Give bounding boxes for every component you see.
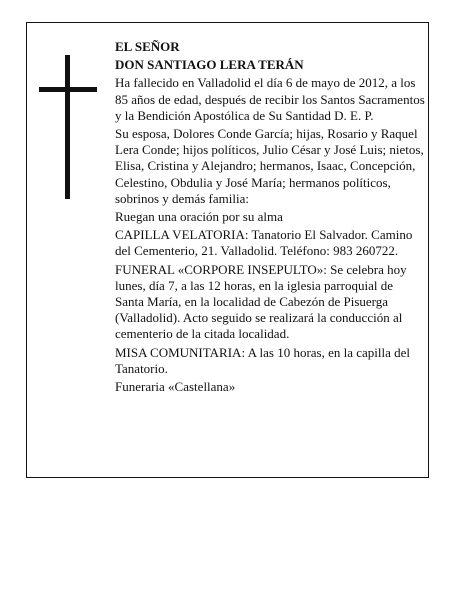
funeral-home: Funeraria «Castellana» bbox=[115, 379, 236, 395]
deceased-name: DON SANTIAGO LERA TERÁN bbox=[115, 57, 304, 73]
notice-content bbox=[115, 39, 425, 397]
obituary-notice bbox=[26, 22, 429, 478]
chapel-info: CAPILLA VELATORIA: Tanatorio El Salvador. Camino del Cementerio, 21. Valladolid. Teléfono: 983 260722. bbox=[115, 227, 413, 259]
cross-horizontal-bar bbox=[39, 87, 97, 92]
family-list: Su esposa, Dolores Conde García; hijas, Rosario y Raquel Lera Conde; hijos políticos, Julio César y José Luis; nietos, Elisa, Cristina y Alejandro; hermanos, Isaac, Concepción, Celestino, Obdulia y José María; hermanos políticos, sobrinos y demás familia: bbox=[115, 126, 424, 206]
notice-title-line1: EL SEÑOR bbox=[115, 39, 180, 54]
prayer-request: Ruegan una oración por su alma bbox=[115, 209, 283, 225]
death-announcement: Ha fallecido en Valladolid el día 6 de mayo de 2012, a los 85 años de edad, después de recibir los Santos Sacramentos y la Bendición Apostólica de Su Santidad D. E. P. bbox=[115, 75, 425, 123]
funeral-info: FUNERAL «CORPORE INSEPULTO»: Se celebra hoy lunes, día 7, a las 12 horas, en la iglesia parroquial de Santa María, en la localidad de Cabezón de Pisuerga (Valladolid). Acto seguido se realizará la conducción al cementerio de la citada localidad. bbox=[115, 261, 407, 342]
mass-info: MISA COMUNITARIA: A las 10 horas, en la capilla del Tanatorio. bbox=[115, 344, 411, 376]
cross-vertical-bar bbox=[65, 55, 70, 199]
latin-cross-icon bbox=[39, 55, 97, 199]
